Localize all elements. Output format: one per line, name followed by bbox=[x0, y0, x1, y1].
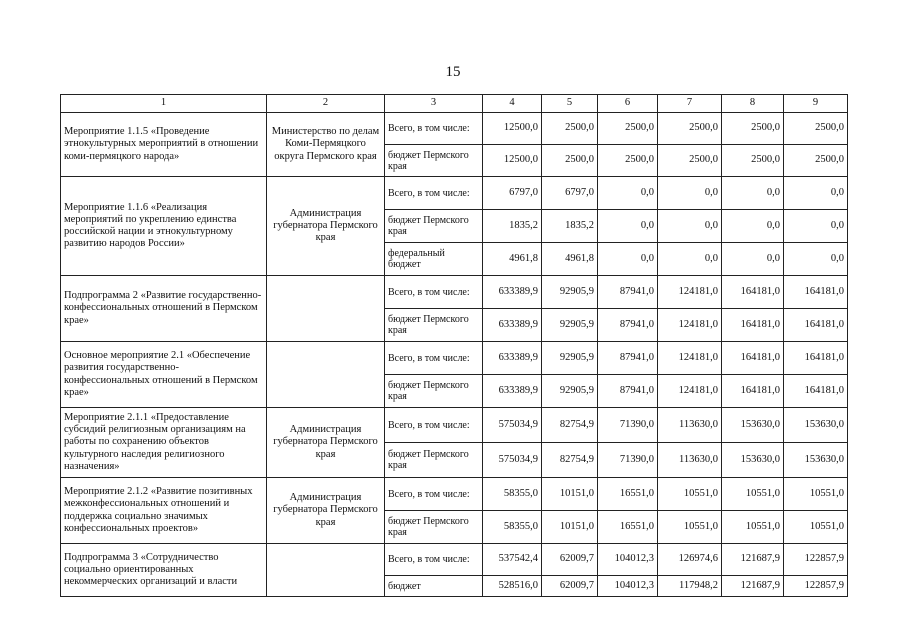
amount-cell: 71390,0 bbox=[598, 408, 658, 443]
funding-source-cell: бюджет Пермского края bbox=[385, 511, 483, 544]
column-header: 5 bbox=[542, 95, 598, 113]
amount-cell: 82754,9 bbox=[542, 443, 598, 478]
column-header: 4 bbox=[483, 95, 542, 113]
amount-cell: 92905,9 bbox=[542, 276, 598, 309]
amount-cell: 633389,9 bbox=[483, 375, 542, 408]
amount-cell: 164181,0 bbox=[784, 342, 848, 375]
amount-cell: 16551,0 bbox=[598, 511, 658, 544]
amount-cell: 0,0 bbox=[722, 210, 784, 243]
executor-cell: Министерство по делам Коми-Пермяцкого округа Пермского края bbox=[267, 113, 385, 177]
amount-cell: 164181,0 bbox=[722, 375, 784, 408]
amount-cell: 6797,0 bbox=[483, 177, 542, 210]
amount-cell: 92905,9 bbox=[542, 375, 598, 408]
column-header: 9 bbox=[784, 95, 848, 113]
column-header: 7 bbox=[658, 95, 722, 113]
amount-cell: 122857,9 bbox=[784, 544, 848, 576]
amount-cell: 633389,9 bbox=[483, 309, 542, 342]
table-row bbox=[61, 342, 848, 375]
amount-cell: 124181,0 bbox=[658, 342, 722, 375]
table-row bbox=[61, 408, 848, 443]
funding-source-cell: Всего, в том числе: bbox=[385, 478, 483, 511]
table-row bbox=[61, 276, 848, 309]
amount-cell: 1835,2 bbox=[542, 210, 598, 243]
amount-cell: 92905,9 bbox=[542, 342, 598, 375]
amount-cell: 2500,0 bbox=[542, 145, 598, 177]
amount-cell: 0,0 bbox=[658, 210, 722, 243]
amount-cell: 121687,9 bbox=[722, 544, 784, 576]
amount-cell: 104012,3 bbox=[598, 576, 658, 597]
amount-cell: 87941,0 bbox=[598, 375, 658, 408]
amount-cell: 2500,0 bbox=[784, 113, 848, 145]
amount-cell: 164181,0 bbox=[784, 276, 848, 309]
amount-cell: 10551,0 bbox=[722, 478, 784, 511]
amount-cell: 537542,4 bbox=[483, 544, 542, 576]
amount-cell: 164181,0 bbox=[722, 276, 784, 309]
amount-cell: 164181,0 bbox=[722, 309, 784, 342]
funding-source-cell: бюджет Пермского края bbox=[385, 375, 483, 408]
amount-cell: 62009,7 bbox=[542, 544, 598, 576]
amount-cell: 58355,0 bbox=[483, 478, 542, 511]
amount-cell: 0,0 bbox=[598, 243, 658, 276]
amount-cell: 4961,8 bbox=[483, 243, 542, 276]
funding-source-cell: Всего, в том числе: bbox=[385, 177, 483, 210]
amount-cell: 10151,0 bbox=[542, 478, 598, 511]
amount-cell: 4961,8 bbox=[542, 243, 598, 276]
funding-source-cell: Всего, в том числе: bbox=[385, 408, 483, 443]
funding-source-cell: бюджет Пермского края bbox=[385, 309, 483, 342]
amount-cell: 153630,0 bbox=[722, 408, 784, 443]
amount-cell: 121687,9 bbox=[722, 576, 784, 597]
amount-cell: 2500,0 bbox=[658, 145, 722, 177]
amount-cell: 0,0 bbox=[722, 243, 784, 276]
amount-cell: 71390,0 bbox=[598, 443, 658, 478]
measure-name-cell: Мероприятие 2.1.1 «Предоставление субсидий религиозным организациям на работы по сохранению объектов культурного наследия религиозного назначения» bbox=[61, 408, 267, 478]
amount-cell: 124181,0 bbox=[658, 375, 722, 408]
amount-cell: 10551,0 bbox=[658, 511, 722, 544]
amount-cell: 0,0 bbox=[784, 243, 848, 276]
amount-cell: 164181,0 bbox=[784, 375, 848, 408]
amount-cell: 2500,0 bbox=[658, 113, 722, 145]
amount-cell: 62009,7 bbox=[542, 576, 598, 597]
amount-cell: 10551,0 bbox=[658, 478, 722, 511]
amount-cell: 153630,0 bbox=[784, 408, 848, 443]
column-header: 2 bbox=[267, 95, 385, 113]
amount-cell: 1835,2 bbox=[483, 210, 542, 243]
amount-cell: 575034,9 bbox=[483, 408, 542, 443]
funding-source-cell: бюджет Пермского края bbox=[385, 145, 483, 177]
table-row bbox=[61, 544, 848, 576]
amount-cell: 113630,0 bbox=[658, 443, 722, 478]
amount-cell: 10551,0 bbox=[784, 478, 848, 511]
amount-cell: 82754,9 bbox=[542, 408, 598, 443]
amount-cell: 2500,0 bbox=[598, 113, 658, 145]
budget-table bbox=[60, 94, 848, 597]
amount-cell: 104012,3 bbox=[598, 544, 658, 576]
executor-cell bbox=[267, 544, 385, 597]
funding-source-cell: бюджет Пермского края bbox=[385, 443, 483, 478]
amount-cell: 12500,0 bbox=[483, 113, 542, 145]
executor-cell bbox=[267, 276, 385, 342]
amount-cell: 12500,0 bbox=[483, 145, 542, 177]
column-header: 1 bbox=[61, 95, 267, 113]
page-number: 15 bbox=[445, 64, 461, 80]
amount-cell: 10551,0 bbox=[722, 511, 784, 544]
amount-cell: 58355,0 bbox=[483, 511, 542, 544]
funding-source-cell: бюджет Пермского края bbox=[385, 210, 483, 243]
amount-cell: 0,0 bbox=[722, 177, 784, 210]
amount-cell: 0,0 bbox=[784, 210, 848, 243]
amount-cell: 113630,0 bbox=[658, 408, 722, 443]
executor-cell bbox=[267, 342, 385, 408]
amount-cell: 528516,0 bbox=[483, 576, 542, 597]
amount-cell: 575034,9 bbox=[483, 443, 542, 478]
column-header: 8 bbox=[722, 95, 784, 113]
amount-cell: 117948,2 bbox=[658, 576, 722, 597]
amount-cell: 164181,0 bbox=[722, 342, 784, 375]
amount-cell: 2500,0 bbox=[598, 145, 658, 177]
amount-cell: 2500,0 bbox=[722, 113, 784, 145]
amount-cell: 0,0 bbox=[598, 177, 658, 210]
amount-cell: 633389,9 bbox=[483, 342, 542, 375]
executor-cell: Администрация губернатора Пермского края bbox=[267, 177, 385, 276]
amount-cell: 0,0 bbox=[658, 177, 722, 210]
funding-source-cell: федеральный бюджет bbox=[385, 243, 483, 276]
amount-cell: 0,0 bbox=[784, 177, 848, 210]
amount-cell: 126974,6 bbox=[658, 544, 722, 576]
amount-cell: 2500,0 bbox=[542, 113, 598, 145]
amount-cell: 87941,0 bbox=[598, 309, 658, 342]
amount-cell: 124181,0 bbox=[658, 276, 722, 309]
amount-cell: 2500,0 bbox=[784, 145, 848, 177]
amount-cell: 10551,0 bbox=[784, 511, 848, 544]
executor-cell: Администрация губернатора Пермского края bbox=[267, 408, 385, 478]
table-row bbox=[61, 478, 848, 511]
column-header: 3 bbox=[385, 95, 483, 113]
amount-cell: 0,0 bbox=[598, 210, 658, 243]
funding-source-cell: Всего, в том числе: bbox=[385, 113, 483, 145]
amount-cell: 122857,9 bbox=[784, 576, 848, 597]
amount-cell: 92905,9 bbox=[542, 309, 598, 342]
measure-name-cell: Мероприятие 2.1.2 «Развитие позитивных межконфессиональных отношений и поддержка социально значимых конфессиональных проектов» bbox=[61, 478, 267, 544]
measure-name-cell: Мероприятие 1.1.6 «Реализация мероприятий по укреплению единства российской нации и этнокультурному развитию народов России» bbox=[61, 177, 267, 276]
amount-cell: 164181,0 bbox=[784, 309, 848, 342]
measure-name-cell: Мероприятие 1.1.5 «Проведение этнокультурных мероприятий в отношении коми-пермяцкого народа» bbox=[61, 113, 267, 177]
amount-cell: 124181,0 bbox=[658, 309, 722, 342]
amount-cell: 6797,0 bbox=[542, 177, 598, 210]
amount-cell: 153630,0 bbox=[784, 443, 848, 478]
amount-cell: 16551,0 bbox=[598, 478, 658, 511]
funding-source-cell: Всего, в том числе: bbox=[385, 544, 483, 576]
measure-name-cell: Подпрограмма 2 «Развитие государственно-конфессиональных отношений в Пермском крае» bbox=[61, 276, 267, 342]
measure-name-cell: Основное мероприятие 2.1 «Обеспечение развития государственно-конфессиональных отношений в Пермском крае» bbox=[61, 342, 267, 408]
funding-source-cell: Всего, в том числе: bbox=[385, 276, 483, 309]
table-row bbox=[61, 177, 848, 210]
amount-cell: 0,0 bbox=[658, 243, 722, 276]
amount-cell: 2500,0 bbox=[722, 145, 784, 177]
measure-name-cell: Подпрограмма 3 «Сотрудничество социально ориентированных некоммерческих организаций и власти bbox=[61, 544, 267, 597]
funding-source-cell: Всего, в том числе: bbox=[385, 342, 483, 375]
executor-cell: Администрация губернатора Пермского края bbox=[267, 478, 385, 544]
table-header-row bbox=[61, 95, 848, 113]
amount-cell: 153630,0 bbox=[722, 443, 784, 478]
table-row bbox=[61, 113, 848, 145]
amount-cell: 87941,0 bbox=[598, 342, 658, 375]
amount-cell: 87941,0 bbox=[598, 276, 658, 309]
column-header: 6 bbox=[598, 95, 658, 113]
amount-cell: 633389,9 bbox=[483, 276, 542, 309]
amount-cell: 10151,0 bbox=[542, 511, 598, 544]
funding-source-cell: бюджет bbox=[385, 576, 483, 597]
